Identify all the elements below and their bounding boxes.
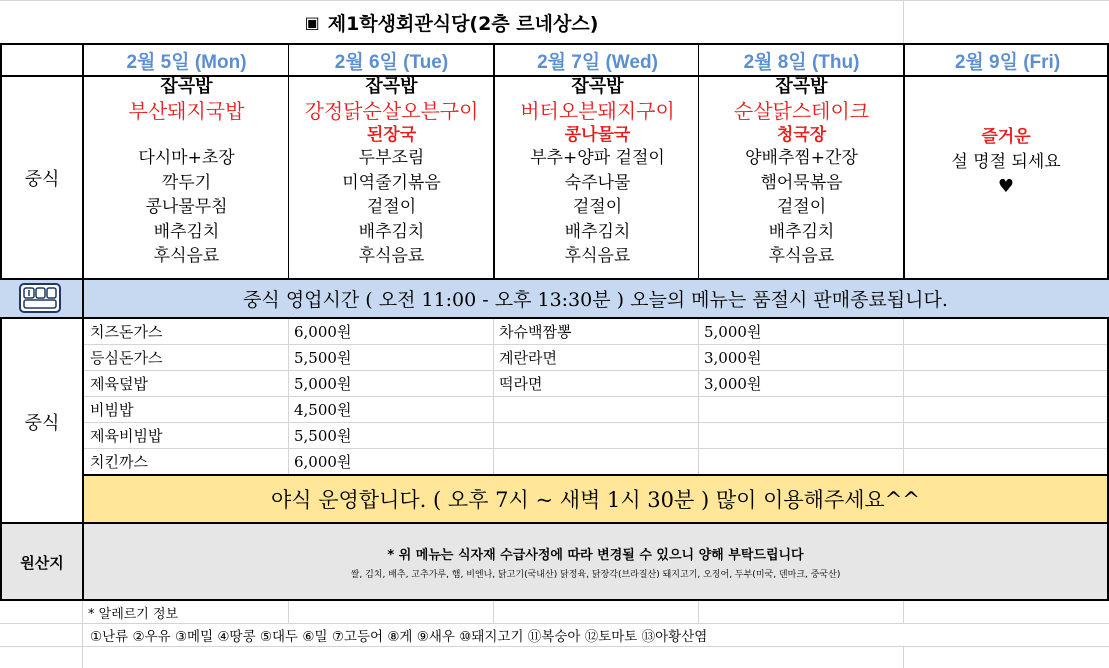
square-icon: ▣ [304,12,320,32]
menu-main-dish: 강정닭순살오븐구이 [304,99,479,123]
title-text: 제1학생회관식당(2층 르네상스) [327,12,599,35]
menu-rice: 잡곡밥 [160,76,213,97]
heart-icon: ♥ [997,175,1015,197]
menu-soup: 콩나물국 [564,125,631,145]
origin-info [84,524,1107,600]
menu-side: 후식음료 [153,246,220,266]
menu-side: 두부조림 [358,148,425,168]
menu-side: 배추김치 [358,221,425,242]
meal-tray-icon [18,283,62,313]
menu-side: 겉절이 [572,197,623,217]
menu-soup: 청국장 [776,125,827,145]
alacarte-item-name: 제육비빔밥 [90,426,163,445]
menu-main-dish: 버터오븐돼지구이 [520,99,675,123]
alacarte-item-name: 치킨까스 [90,452,148,471]
alacarte-item-price: 3,000원 [704,374,762,393]
allergy-list: ①난류 ②우유 ③메밀 ④땅콩 ⑤대두 ⑥밀 ⑦고등어 ⑧게 ⑨새우 ⑩돼지고기 ⑪복숭아 ⑫토마토 ⑬아황산염 [90,629,708,645]
alacarte-item-name: 제육덮밥 [90,374,148,393]
page-title [0,0,903,44]
day-header-wed: 2월 7일 (Wed) [537,51,658,73]
alacarte-item-price: 5,000원 [294,374,352,393]
menu-thu [699,76,904,278]
alacarte-item-name: 떡라면 [499,374,543,393]
holiday-greeting-1: 즐거운 [981,127,1031,147]
day-header-mon: 2월 5일 (Mon) [126,51,247,73]
menu-side: 겉절이 [366,197,417,217]
alacarte-item-price: 5,000원 [704,322,762,341]
menu-side: 미역줄기볶음 [342,172,441,193]
alacarte-item-price: 4,500원 [294,400,352,419]
alacarte-item-price: 5,500원 [294,426,352,445]
menu-side: 양배추찜+간장 [745,148,858,168]
origin-label: 원산지 [20,553,64,572]
alacarte-item-price: 5,500원 [294,348,352,367]
menu-mon [84,76,289,278]
menu-tue [289,76,494,278]
lunch-row-label: 중식 [24,168,60,190]
menu-side: 부추+양파 겉절이 [530,148,665,168]
alacarte-item-price: 3,000원 [704,348,762,367]
menu-side: 깍두기 [161,172,212,193]
menu-side: 콩나물무침 [145,197,228,217]
alacarte-item-name: 차슈백짬뽕 [499,322,572,341]
day-header-thu: 2월 8일 (Thu) [743,51,860,73]
menu-rice: 잡곡밥 [365,76,418,97]
menu-side: 배추김치 [153,221,220,242]
alacarte-item-price: 6,000원 [294,322,352,341]
menu-side: 숙주나물 [564,172,631,193]
night-service-notice: 야식 운영합니다. ( 오후 7시 ~ 새벽 1시 30분 ) 많이 이용해주세요^^ [84,476,1107,522]
menu-side: 후식음료 [768,246,835,266]
allergy-label: * 알레르기 정보 [88,606,179,622]
menu-main-dish: 순살닭스테이크 [733,99,870,123]
menu-side: 후식음료 [358,246,425,266]
alacarte-item-name: 계란라면 [499,348,557,367]
hours-notice: 중식 영업시간 ( 오전 11:00 - 오후 13:30분 ) 오늘의 메뉴는 품절시 판매종료됩니다. [243,288,948,311]
menu-side: 배추김치 [564,221,631,242]
alacarte-row-label: 중식 [24,412,60,434]
menu-soup: 된장국 [366,125,417,145]
day-header-fri: 2월 9일 (Fri) [954,51,1061,73]
holiday-greeting-2: 설 명절 되세요 [951,152,1061,172]
alacarte-item-name: 치즈돈가스 [90,322,163,341]
menu-fri [905,76,1107,278]
menu-side: 후식음료 [564,246,631,266]
menu-side: 다시마+초장 [138,148,235,168]
menu-side: 겉절이 [776,197,827,217]
menu-side: 햄어묵볶음 [760,172,843,193]
menu-change-notice: * 위 메뉴는 식자재 수급사정에 따라 변경될 수 있으니 양해 부탁드립니다 [387,548,804,563]
menu-side: 배추김치 [768,221,835,242]
menu-main-dish: 부산돼지국밥 [128,99,245,123]
menu-rice: 잡곡밥 [571,76,624,97]
menu-wed [495,76,700,278]
menu-rice: 잡곡밥 [775,76,828,97]
origin-detail: 쌀, 김치, 배추, 고추가루, 햄, 비엔나, 닭고기(국내산) 닭정육, 닭장각(브라질산) 돼지고기, 오징어, 두부(미국, 덴마크, 중국산) [350,570,841,580]
alacarte-item-name: 등심돈가스 [90,348,163,367]
alacarte-item-price: 6,000원 [294,452,352,471]
alacarte-item-name: 비빔밥 [90,400,134,419]
day-header-tue: 2월 6일 (Tue) [334,51,449,73]
